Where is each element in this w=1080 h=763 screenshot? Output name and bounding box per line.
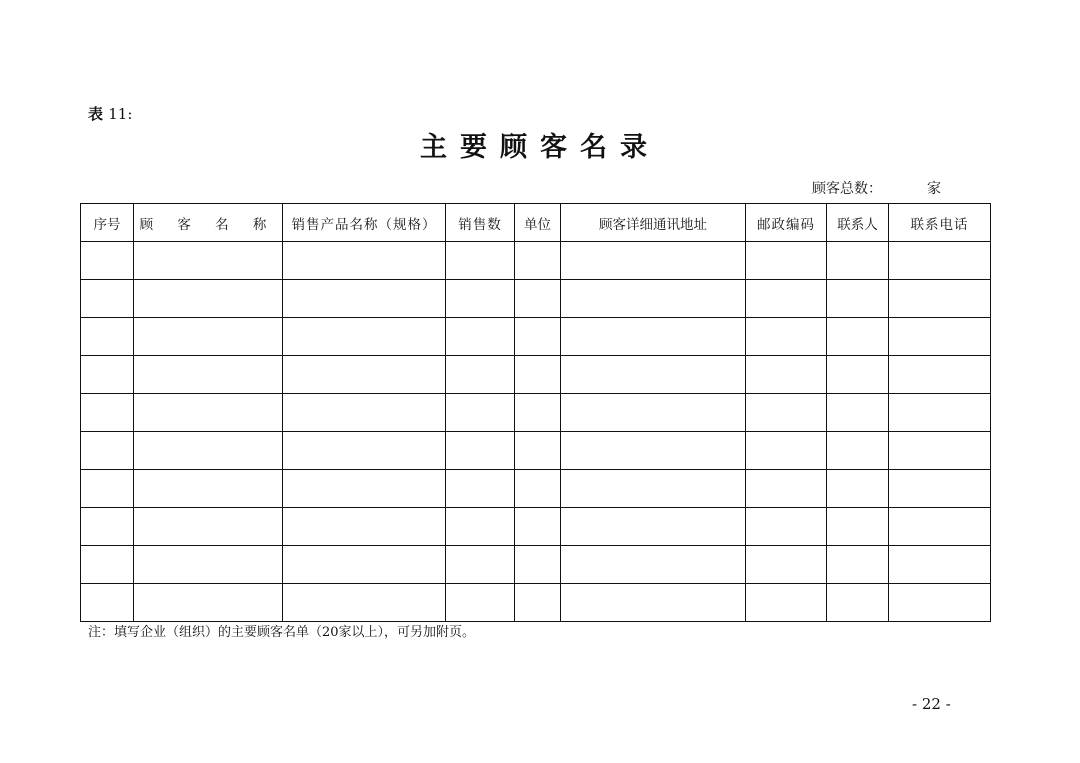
page-title: 主要顾客名录 (420, 132, 660, 163)
table-cell[interactable] (889, 394, 991, 432)
table-cell[interactable] (515, 508, 561, 546)
table-cell[interactable] (446, 394, 515, 432)
table-cell[interactable] (283, 470, 446, 508)
table-cell[interactable] (827, 546, 889, 584)
table-cell[interactable] (81, 432, 134, 470)
table-cell[interactable] (515, 318, 561, 356)
table-cell[interactable] (446, 318, 515, 356)
table-cell[interactable] (889, 508, 991, 546)
table-cell[interactable] (446, 584, 515, 622)
table-cell[interactable] (889, 356, 991, 394)
table-cell[interactable] (889, 584, 991, 622)
table-cell[interactable] (446, 280, 515, 318)
table-cell[interactable] (827, 432, 889, 470)
table-cell[interactable] (283, 432, 446, 470)
table-cell[interactable] (515, 280, 561, 318)
table-cell[interactable] (81, 242, 134, 280)
table-footnote: 注：填写企业（组织）的主要顾客名单（20家以上），可另加附页。 (88, 625, 476, 640)
header-address: 顾客详细通讯地址 (561, 204, 746, 242)
table-cell[interactable] (81, 470, 134, 508)
table-cell[interactable] (134, 356, 283, 394)
table-cell[interactable] (561, 508, 746, 546)
table-cell[interactable] (746, 318, 827, 356)
table-cell[interactable] (283, 394, 446, 432)
table-cell[interactable] (746, 470, 827, 508)
table-cell[interactable] (81, 584, 134, 622)
table-cell[interactable] (283, 508, 446, 546)
table-cell[interactable] (446, 242, 515, 280)
total-customers-line (812, 180, 941, 198)
header-contact-person: 联系人 (827, 204, 889, 242)
table-cell[interactable] (283, 318, 446, 356)
table-cell[interactable] (746, 546, 827, 584)
header-postal-code: 邮政编码 (746, 204, 827, 242)
table-row (81, 470, 991, 508)
table-cell[interactable] (889, 470, 991, 508)
table-cell[interactable] (81, 394, 134, 432)
table-cell[interactable] (515, 546, 561, 584)
table-cell[interactable] (746, 242, 827, 280)
table-cell[interactable] (889, 280, 991, 318)
table-cell[interactable] (446, 432, 515, 470)
table-cell[interactable] (134, 546, 283, 584)
table-cell[interactable] (827, 508, 889, 546)
table-header-row (81, 204, 991, 242)
table-cell[interactable] (81, 318, 134, 356)
table-cell[interactable] (134, 508, 283, 546)
table-cell[interactable] (515, 432, 561, 470)
customer-table (80, 203, 991, 622)
table-cell[interactable] (827, 584, 889, 622)
table-cell[interactable] (746, 508, 827, 546)
table-cell[interactable] (134, 584, 283, 622)
table-label-number: 11: (108, 105, 133, 123)
table-cell[interactable] (515, 356, 561, 394)
table-cell[interactable] (515, 584, 561, 622)
table-cell[interactable] (561, 318, 746, 356)
table-cell[interactable] (746, 280, 827, 318)
table-cell[interactable] (134, 318, 283, 356)
table-row (81, 508, 991, 546)
table-cell[interactable] (134, 470, 283, 508)
table-cell[interactable] (561, 432, 746, 470)
table-row (81, 432, 991, 470)
table-cell[interactable] (283, 584, 446, 622)
table-cell[interactable] (827, 470, 889, 508)
table-cell[interactable] (283, 356, 446, 394)
page-number: - 22 - (912, 695, 951, 713)
header-product-name: 销售产品名称（规格） (283, 204, 446, 242)
table-cell[interactable] (515, 470, 561, 508)
table-cell[interactable] (561, 470, 746, 508)
table-cell[interactable] (134, 432, 283, 470)
table-cell[interactable] (561, 584, 746, 622)
table-cell[interactable] (889, 242, 991, 280)
table-row (81, 280, 991, 318)
table-row (81, 356, 991, 394)
table-cell[interactable] (81, 356, 134, 394)
table-cell[interactable] (446, 508, 515, 546)
table-cell[interactable] (561, 546, 746, 584)
table-cell[interactable] (134, 394, 283, 432)
table-cell[interactable] (81, 508, 134, 546)
table-row (81, 546, 991, 584)
table-cell[interactable] (81, 546, 134, 584)
table-cell[interactable] (746, 432, 827, 470)
header-contact-phone: 联系电话 (889, 204, 991, 242)
table-label-prefix: 表 (88, 105, 104, 123)
table-cell[interactable] (561, 280, 746, 318)
table-cell[interactable] (446, 546, 515, 584)
total-customers-unit: 家 (927, 181, 941, 197)
table-cell[interactable] (283, 280, 446, 318)
table-row (81, 584, 991, 622)
table-cell[interactable] (889, 318, 991, 356)
table-cell[interactable] (446, 356, 515, 394)
header-serial-number: 序号 (81, 204, 134, 242)
table-row (81, 318, 991, 356)
total-customers-label: 顾客总数： (812, 181, 882, 197)
table-cell[interactable] (515, 394, 561, 432)
table-cell[interactable] (827, 280, 889, 318)
table-row (81, 242, 991, 280)
header-customer-name: 顾 客 名 称 (134, 204, 283, 242)
table-cell[interactable] (515, 242, 561, 280)
table-cell[interactable] (746, 356, 827, 394)
table-cell[interactable] (827, 242, 889, 280)
table-cell[interactable] (827, 356, 889, 394)
table-label (88, 104, 132, 124)
table-cell[interactable] (561, 356, 746, 394)
table-cell[interactable] (561, 242, 746, 280)
table-cell[interactable] (889, 432, 991, 470)
table-cell[interactable] (283, 546, 446, 584)
table-cell[interactable] (446, 470, 515, 508)
table-cell[interactable] (827, 318, 889, 356)
table-cell[interactable] (561, 394, 746, 432)
table-cell[interactable] (283, 242, 446, 280)
table-cell[interactable] (827, 394, 889, 432)
table-cell[interactable] (746, 394, 827, 432)
table-row (81, 394, 991, 432)
table-cell[interactable] (889, 546, 991, 584)
header-sales-quantity: 销售数 (446, 204, 515, 242)
table-cell[interactable] (746, 584, 827, 622)
table-cell[interactable] (134, 242, 283, 280)
table-cell[interactable] (81, 280, 134, 318)
table-cell[interactable] (134, 280, 283, 318)
header-unit: 单位 (515, 204, 561, 242)
